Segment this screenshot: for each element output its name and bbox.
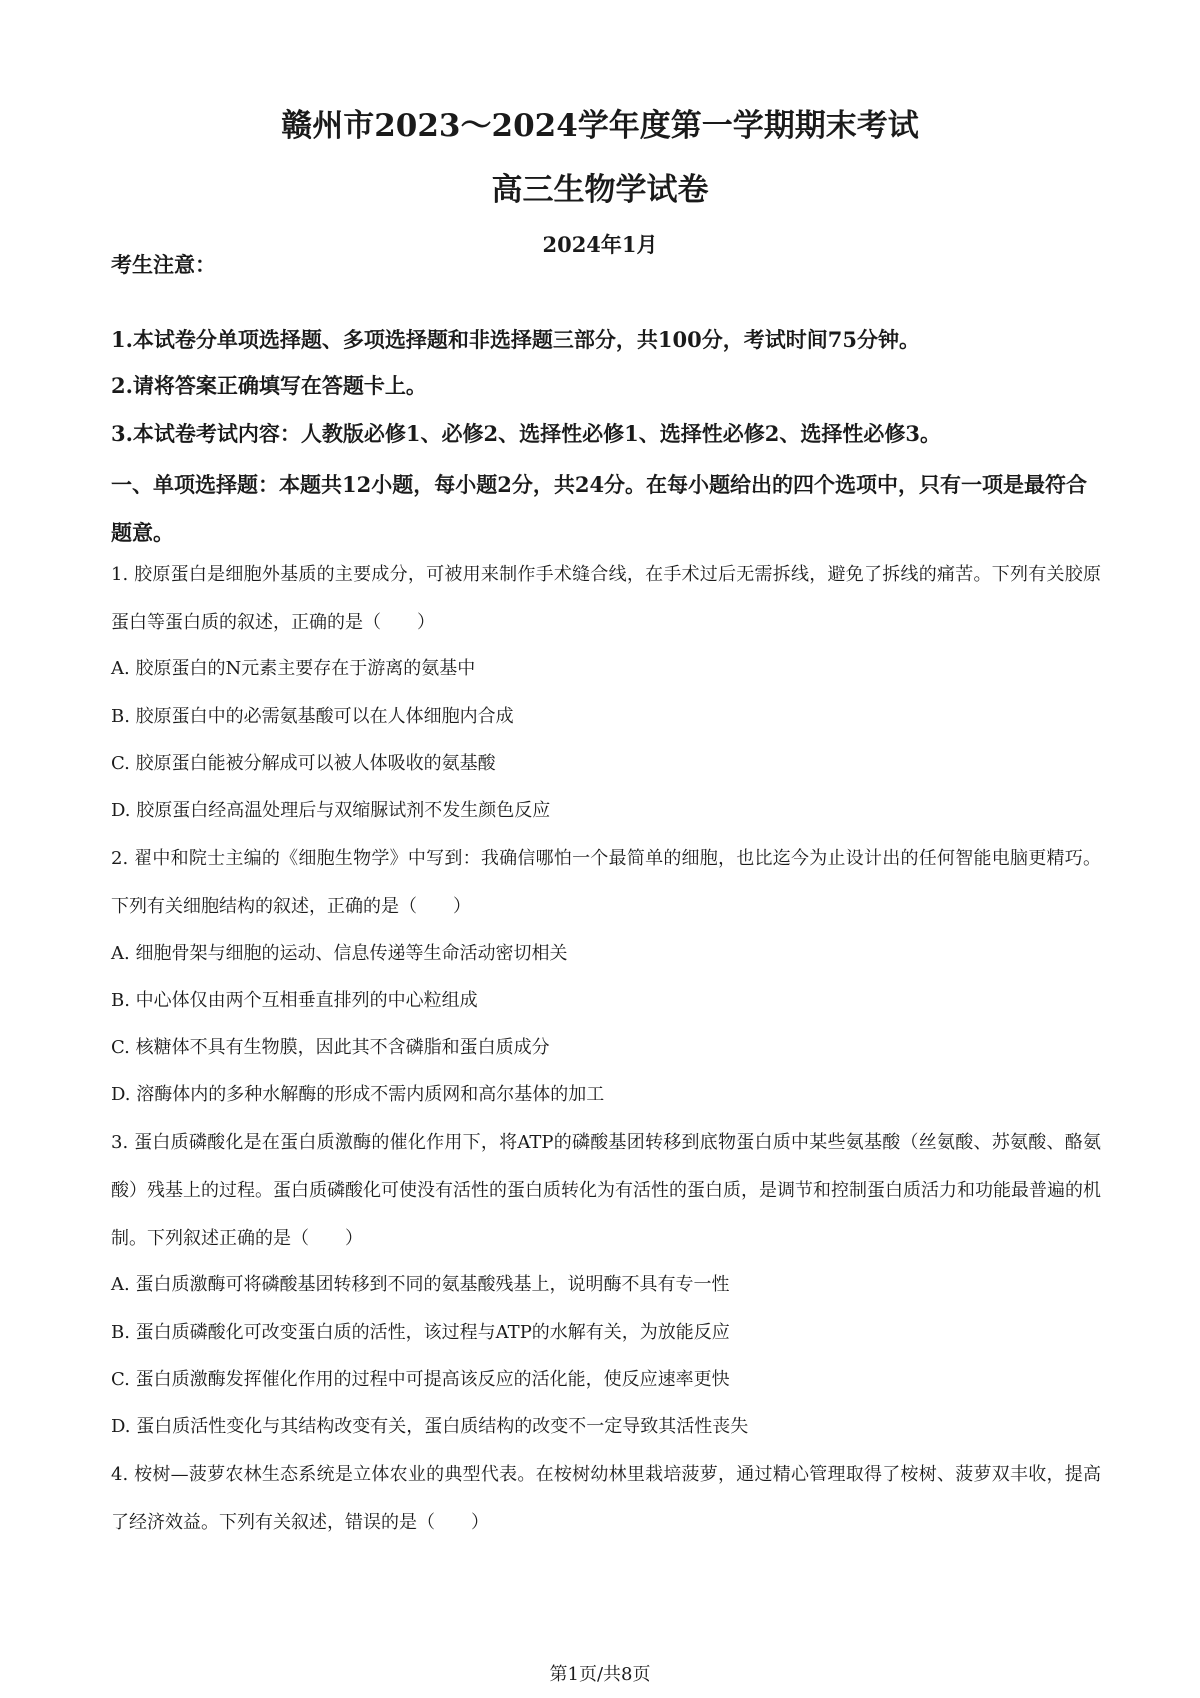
question-1-stem: 1. 胶原蛋白是细胞外基质的主要成分，可被用来制作手术缝合线，在手术过后无需拆线，避免了拆线的痛苦。下列有关胶原蛋白等蛋白质的叙述，正确的是（ ） [111, 564, 1101, 633]
question-1-option-b: B. 胶原蛋白中的必需氨基酸可以在人体细胞内合成 [111, 706, 514, 727]
question-3-option-b: B. 蛋白质磷酸化可改变蛋白质的活性，该过程与ATP的水解有关，为放能反应 [111, 1322, 730, 1343]
notice-item-3: 3.本试卷考试内容：人教版必修1、必修2、选择性必修1、选择性必修2、选择性必修3。 [111, 421, 941, 446]
page-number: 第1页/共8页 [549, 1664, 651, 1685]
question-3-option-c: C. 蛋白质激酶发挥催化作用的过程中可提高该反应的活化能，使反应速率更快 [111, 1369, 730, 1390]
question-1-option-c: C. 胶原蛋白能被分解成可以被人体吸收的氨基酸 [111, 753, 496, 774]
question-3-stem: 3. 蛋白质磷酸化是在蛋白质激酶的催化作用下，将ATP的磷酸基团转移到底物蛋白质中某些氨基酸（丝氨酸、苏氨酸、酪氨酸）残基上的过程。蛋白质磷酸化可使没有活性的蛋白质转化为有活性的蛋白质，是调节和控制蛋白质活力和功能最普遍的机制。下列叙述正确的是（ ） [111, 1132, 1101, 1249]
question-1-option-d: D. 胶原蛋白经高温处理后与双缩脲试剂不发生颜色反应 [111, 800, 551, 821]
exam-date: 2024年1月 [542, 232, 658, 257]
notice-heading: 考生注意： [111, 252, 216, 277]
question-2-option-c: C. 核糖体不具有生物膜，因此其不含磷脂和蛋白质成分 [111, 1037, 550, 1058]
exam-title: 赣州市2023～2024学年度第一学期期末考试 [281, 108, 919, 144]
question-3-option-a: A. 蛋白质激酶可将磷酸基团转移到不同的氨基酸残基上，说明酶不具有专一性 [111, 1274, 730, 1295]
question-2-option-a: A. 细胞骨架与细胞的运动、信息传递等生命活动密切相关 [111, 943, 568, 964]
notice-item-2: 2.请将答案正确填写在答题卡上。 [111, 373, 427, 398]
exam-subtitle: 高三生物学试卷 [491, 172, 709, 208]
notice-item-1: 1.本试卷分单项选择题、多项选择题和非选择题三部分，共100分，考试时间75分钟。 [111, 327, 920, 352]
question-4-stem: 4. 桉树—菠萝农林生态系统是立体农业的典型代表。在桉树幼林里栽培菠萝，通过精心管理取得了桉树、菠萝双丰收，提高了经济效益。下列有关叙述，错误的是（ ） [111, 1464, 1101, 1533]
section-heading: 一、单项选择题：本题共12小题，每小题2分，共24分。在每小题给出的四个选项中，只有一项是最符合题意。 [111, 472, 1088, 545]
question-2-stem: 2. 翟中和院士主编的《细胞生物学》中写到：我确信哪怕一个最简单的细胞，也比迄今为止设计出的任何智能电脑更精巧。下列有关细胞结构的叙述，正确的是（ ） [111, 848, 1101, 917]
question-1-option-a: A. 胶原蛋白的N元素主要存在于游离的氨基中 [111, 658, 476, 679]
question-3-option-d: D. 蛋白质活性变化与其结构改变有关，蛋白质结构的改变不一定导致其活性丧失 [111, 1416, 749, 1437]
question-2-option-b: B. 中心体仅由两个互相垂直排列的中心粒组成 [111, 990, 478, 1011]
question-2-option-d: D. 溶酶体内的多种水解酶的形成不需内质网和高尔基体的加工 [111, 1084, 605, 1105]
